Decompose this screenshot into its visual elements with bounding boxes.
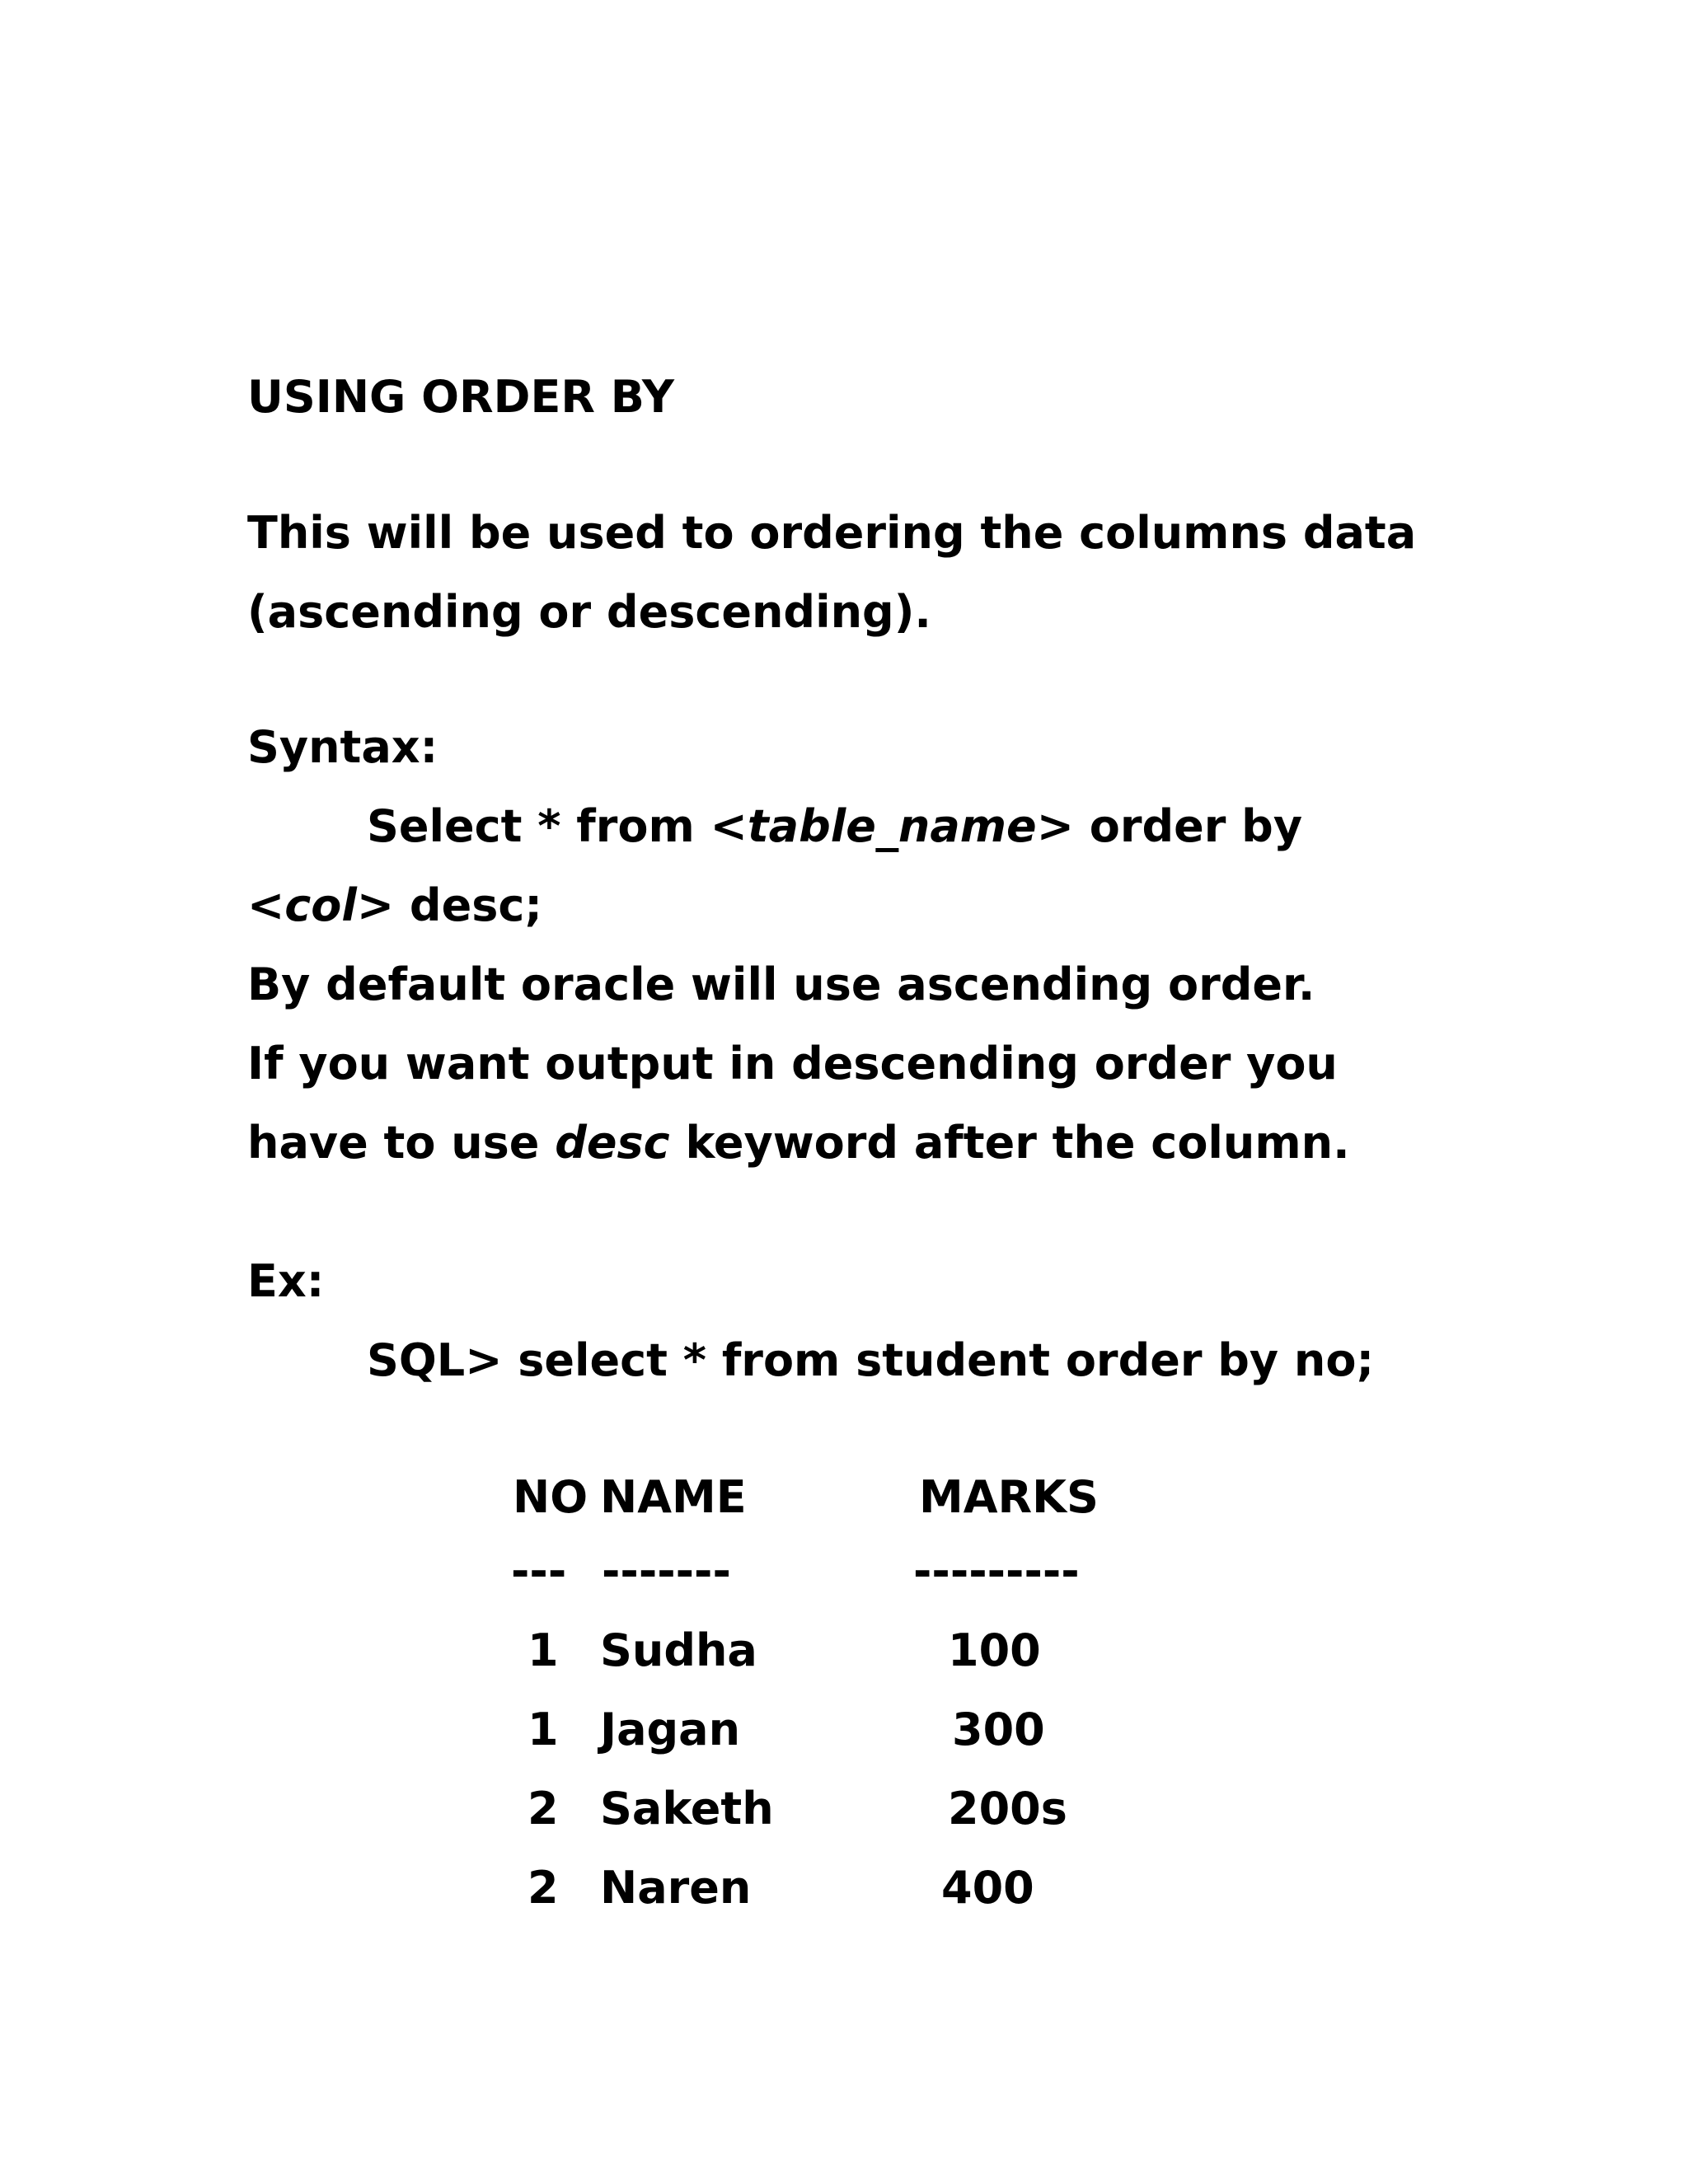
table-row-2-marks: 300	[952, 1704, 1045, 1755]
table-row-2-name: Jagan	[600, 1704, 741, 1755]
syntax-line-2	[247, 879, 542, 931]
table-row-1-marks: 100	[948, 1624, 1041, 1676]
note-line-3-post: keyword after the column.	[669, 1117, 1350, 1169]
example-label: Ex:	[247, 1255, 325, 1307]
page-title: USING ORDER BY	[247, 371, 675, 423]
header-marks: MARKS	[919, 1471, 1099, 1523]
separator-name: -------	[602, 1545, 731, 1597]
syntax-line-1-post: > order by	[1036, 800, 1303, 852]
note-line-2: If you want output in descending order you	[247, 1038, 1338, 1090]
intro-line-1: This will be used to ordering the columns data	[247, 507, 1417, 559]
table-row-1-no: 1	[528, 1624, 559, 1676]
table-row-3-name: Saketh	[600, 1783, 774, 1835]
note-line-1: By default oracle will use ascending order.	[247, 958, 1315, 1010]
header-name: NAME	[600, 1471, 747, 1523]
header-no: NO	[513, 1471, 588, 1523]
table-row-2-no: 1	[528, 1704, 559, 1755]
separator-marks: ---------	[913, 1545, 1080, 1597]
table-row-3-no: 2	[528, 1783, 559, 1835]
note-line-3-pre: have to use	[247, 1117, 556, 1169]
syntax-line-1	[367, 800, 1303, 852]
example-query: SQL> select * from student order by no;	[367, 1334, 1375, 1386]
note-desc-keyword: desc	[555, 1117, 670, 1169]
syntax-label: Syntax:	[247, 721, 438, 773]
syntax-table-name: table_name	[747, 800, 1037, 852]
table-row-4-no: 2	[528, 1862, 559, 1914]
table-row-4-marks: 400	[941, 1862, 1034, 1914]
syntax-line-2-post: > desc;	[356, 879, 542, 931]
syntax-col: col	[284, 879, 357, 931]
note-line-3	[247, 1117, 1350, 1169]
syntax-line-1-pre: Select * from <	[367, 800, 748, 852]
intro-line-2: (ascending or descending).	[247, 586, 931, 638]
table-row-1-name: Sudha	[600, 1624, 757, 1676]
syntax-line-2-pre: <	[247, 879, 285, 931]
separator-no: ---	[511, 1545, 567, 1597]
table-row-4-name: Naren	[600, 1862, 752, 1914]
table-row-3-marks: 200s	[948, 1783, 1067, 1835]
